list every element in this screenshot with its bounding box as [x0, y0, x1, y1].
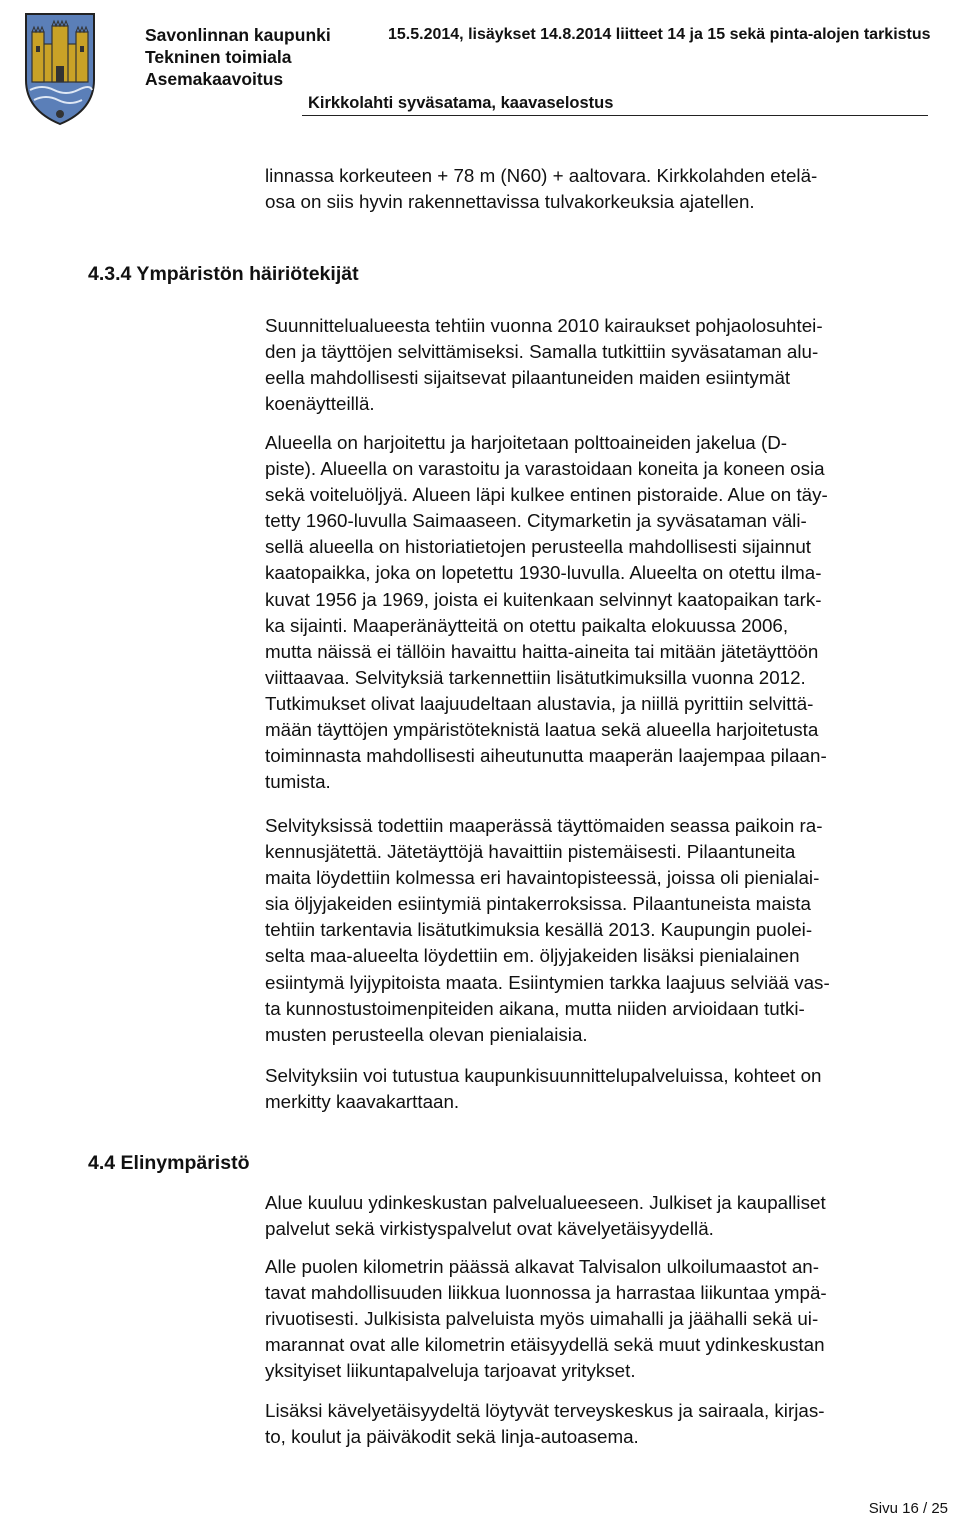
text-line: selta maa-alueelta löydettiin em. öljyjakeiden lisäksi pienialainen — [265, 945, 800, 967]
text-line: merkitty kaavakarttaan. — [265, 1091, 460, 1113]
text-line: kaatopaikka, joka on lopetettu 1930-luvulla. Alueelta on otettu ilma- — [265, 562, 822, 584]
paragraph — [265, 1190, 947, 1242]
text-line: toiminnasta mahdollisesti aiheutunutta maaperän laajempaa pilaan- — [265, 745, 827, 767]
section-heading-4-3-4: 4.3.4 Ympäristön häiriötekijät — [88, 263, 359, 285]
text-line: Lisäksi kävelyetäisyydeltä löytyvät terveyskeskus ja sairaala, kirjas- — [265, 1400, 825, 1421]
header-dept: Tekninen toimiala — [145, 47, 292, 67]
header-date-note: 15.5.2014, lisäykset 14.8.2014 liitteet 14 ja 15 sekä pinta-alojen tarkistus — [388, 26, 931, 43]
paragraph — [265, 430, 947, 795]
city-crest-logo — [22, 10, 98, 128]
text-line: Alue kuuluu ydinkeskustan palvelualueeseen. Julkiset ja kaupalliset — [265, 1192, 826, 1213]
text-line: osa on siis hyvin rakennettavissa tulvakorkeuksia ajatellen. — [265, 191, 755, 213]
text-line: linnassa korkeuteen + 78 m (N60) + aaltovara. Kirkkolahden etelä- — [265, 165, 818, 186]
header-doc-title: Kirkkolahti syväsatama, kaavaselostus — [308, 94, 614, 112]
text-line: Alueella on harjoitettu ja harjoitetaan polttoaineiden jakelua (D- — [265, 432, 788, 453]
text-line: tumista. — [265, 771, 331, 793]
text-line: tehtiin tarkentavia lisätutkimuksia kesällä 2013. Kaupungin puolei- — [265, 919, 813, 941]
text-line: piste). Alueella on varastoitu ja varastoidaan koneita ja koneen osia — [265, 458, 825, 480]
paragraph — [265, 813, 947, 1048]
text-line: yksityiset liikuntapalveluja tarjoavat yritykset. — [265, 1360, 636, 1382]
text-line: palvelut sekä virkistyspalvelut ovat kävelyetäisyydellä. — [265, 1218, 714, 1240]
text-line: rivuotisesti. Julkisista palveluista myös uimahalli ja jäähalli sekä ui- — [265, 1308, 819, 1330]
header-divider — [302, 115, 928, 116]
text-line: koenäytteillä. — [265, 393, 375, 415]
paragraph — [265, 1398, 947, 1450]
text-line: viittaavaa. Selvityksiä tarkennettiin lisätutkimuksilla vuonna 2012. — [265, 666, 806, 688]
text-line: Suunnittelualueesta tehtiin vuonna 2010 kairaukset pohjaolosuhtei- — [265, 315, 823, 336]
text-line: eella mahdollisesti sijaitsevat pilaantuneiden maiden esiintymät — [265, 367, 791, 389]
text-line: marannat ovat alle kilometrin etäisyydellä sekä muut ydinkeskustan — [265, 1334, 825, 1356]
text-line: kuvat 1956 ja 1969, joista ei kuitenkaan selvinnyt kaatopaikan tark- — [265, 588, 822, 610]
text-line: den ja täyttöjen selvittämiseksi. Samalla tutkittiin syväsataman alu- — [265, 341, 819, 363]
text-line: ta kunnostustoimenpiteiden aikana, mutta niiden arvioidaan tutki- — [265, 997, 805, 1019]
text-line: Tutkimukset olivat laajuudeltaan alustavia, ja niillä pyrittiin selvittä- — [265, 692, 814, 714]
paragraph — [265, 1063, 947, 1115]
text-line: Selvityksiin voi tutustua kaupunkisuunnittelupalveluissa, kohteet on — [265, 1065, 822, 1086]
intro-paragraph — [265, 163, 947, 215]
text-line: Alle puolen kilometrin päässä alkavat Talvisalon ulkoilumaastot an- — [265, 1256, 819, 1277]
paragraph — [265, 313, 947, 417]
text-line: sellä alueella on historiatietojen perusteella mahdollisesti sijainnut — [265, 536, 812, 558]
text-line: mään täyttöjen ympäristöteknistä laatua sekä alueella harjoitetusta — [265, 719, 819, 741]
text-line: musten perusteella olevan pienialaisia. — [265, 1023, 588, 1045]
text-line: sekä voiteluöljyä. Alueen läpi kulkee entinen pistoraide. Alue on täy- — [265, 484, 828, 506]
text-line: esiintymä lyijypitoista maata. Esiintymien tarkka laajuus selviää vas- — [265, 971, 830, 993]
text-line: tetty 1960-luvulla Saimaaseen. Citymarketin ja syväsataman väli- — [265, 510, 807, 532]
paragraph — [265, 1254, 947, 1384]
header-org: Savonlinnan kaupunki — [145, 25, 331, 45]
text-line: sia öljyjakeiden esiintymiä pintakerroksissa. Pilaantuneista maista — [265, 893, 811, 915]
text-line: maita löydettiin kolmessa eri havaintopisteessä, joissa oli pienialai- — [265, 867, 820, 889]
text-line: mutta näissä ei tällöin havaittu haitta-aineita tai mitään jätetäyttöön — [265, 640, 819, 662]
text-line: tavat mahdollisuuden liikkua luonnossa ja harrastaa liikuntaa ympä- — [265, 1282, 827, 1304]
text-line: Selvityksissä todettiin maaperässä täyttömaiden seassa paikoin ra- — [265, 815, 823, 836]
page-number: Sivu 16 / 25 — [868, 1500, 948, 1517]
section-heading-4-4: 4.4 Elinympäristö — [88, 1152, 250, 1174]
header-unit: Asemakaavoitus — [145, 69, 284, 89]
text-line: kennusjätettä. Jätetäyttöjä havaittiin pistemäisesti. Pilaantuneita — [265, 841, 796, 863]
text-line: to, koulut ja päiväkodit sekä linja-autoasema. — [265, 1426, 639, 1448]
text-line: ka sijainti. Maaperänäytteitä on otettu paikalta elokuussa 2006, — [265, 614, 789, 636]
